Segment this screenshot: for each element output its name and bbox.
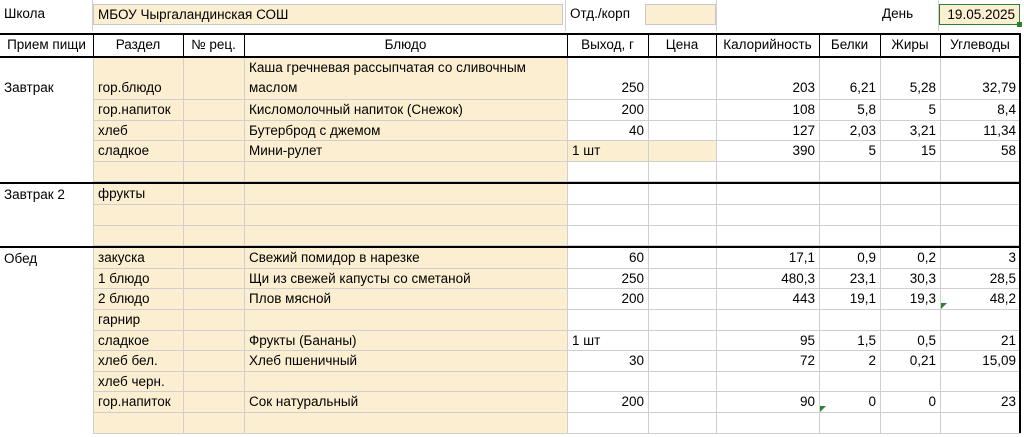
dish-cell[interactable]: Кисломолочный напиток (Снежок): [245, 100, 567, 120]
dish-cell[interactable]: Бутерброд с джемом: [245, 121, 567, 141]
price-cell[interactable]: [649, 331, 716, 351]
protein-cell[interactable]: 5: [868, 143, 876, 159]
recipe-cell[interactable]: [184, 413, 244, 433]
kcal-cell[interactable]: [717, 413, 819, 433]
carbs-cell[interactable]: [941, 310, 1020, 330]
price-cell[interactable]: [649, 121, 716, 141]
section-cell[interactable]: сладкое: [94, 331, 183, 351]
col-header-recipe-col: № рец.: [191, 37, 236, 52]
protein-cell[interactable]: 0,9: [857, 250, 876, 266]
carbs-cell[interactable]: 8,4: [997, 102, 1016, 117]
fat-cell[interactable]: 0,2: [917, 250, 936, 266]
fat-cell[interactable]: 5,28: [909, 80, 936, 95]
dish-cell[interactable]: [245, 226, 567, 246]
kcal-cell[interactable]: [717, 310, 819, 330]
section-cell[interactable]: гор.блюдо: [94, 58, 183, 99]
meal-label: Завтрак 2: [4, 187, 65, 203]
protein-cell[interactable]: 2,03: [849, 122, 876, 138]
price-cell[interactable]: [649, 58, 716, 99]
fat-cell[interactable]: [881, 184, 940, 204]
grid-line-h: [93, 433, 1020, 434]
header-col-separator: [183, 34, 184, 57]
recipe-cell[interactable]: [184, 289, 244, 309]
price-cell[interactable]: [649, 184, 716, 204]
carbs-cell[interactable]: 11,34: [983, 122, 1016, 138]
day-label: День: [882, 6, 914, 21]
fat-cell[interactable]: [881, 372, 940, 392]
carbs-cell[interactable]: 48,2: [989, 291, 1016, 307]
dish-cell[interactable]: [245, 205, 567, 225]
section-cell[interactable]: сладкое: [94, 141, 183, 161]
fat-cell[interactable]: 30,3: [909, 270, 936, 286]
output-cell[interactable]: [568, 162, 648, 182]
price-cell[interactable]: [649, 162, 716, 182]
header-col-separator: [880, 34, 881, 57]
protein-cell[interactable]: 1,5: [857, 332, 876, 348]
protein-cell[interactable]: 19,1: [849, 291, 876, 307]
border-right: [1019, 33, 1021, 433]
carbs-cell[interactable]: 15,09: [982, 353, 1016, 369]
fat-cell[interactable]: 3,21: [909, 122, 936, 138]
recipe-cell[interactable]: [184, 162, 244, 182]
section-cell[interactable]: закуска: [94, 248, 183, 268]
price-cell[interactable]: [649, 372, 716, 392]
recipe-cell[interactable]: [184, 58, 244, 99]
kcal-cell[interactable]: 443: [792, 291, 815, 307]
section-cell[interactable]: фрукты: [94, 184, 183, 204]
kcal-cell[interactable]: 390: [792, 143, 815, 159]
output-cell[interactable]: [568, 372, 648, 392]
dish-cell[interactable]: Щи из свежей капусты со сметаной: [245, 269, 567, 289]
price-cell[interactable]: [649, 289, 716, 309]
output-cell[interactable]: 250: [621, 80, 644, 95]
fat-cell[interactable]: [881, 310, 940, 330]
carbs-cell[interactable]: 3: [1008, 250, 1016, 266]
price-cell[interactable]: [649, 205, 716, 225]
output-cell[interactable]: [568, 184, 648, 204]
output-cell[interactable]: 40: [628, 122, 644, 138]
border-below-header: [0, 56, 1020, 58]
carbs-cell[interactable]: [941, 184, 1020, 204]
price-cell[interactable]: [649, 269, 716, 289]
output-cell[interactable]: 1 шт: [572, 332, 601, 348]
school-label: Школа: [4, 6, 46, 21]
carbs-cell[interactable]: 23: [1000, 394, 1016, 410]
section-cell[interactable]: 1 блюдо: [94, 269, 183, 289]
section-cell[interactable]: хлеб бел.: [94, 351, 183, 371]
protein-cell[interactable]: 23,1: [849, 270, 876, 286]
comment-marker: [820, 406, 826, 412]
header-grid-line: [92, 0, 93, 31]
carbs-cell[interactable]: [941, 162, 1020, 182]
recipe-cell[interactable]: [184, 248, 244, 268]
meal-label: Обед: [4, 251, 38, 267]
output-cell[interactable]: [568, 205, 648, 225]
section-cell[interactable]: хлеб: [94, 121, 183, 141]
output-cell[interactable]: 200: [621, 394, 644, 410]
fat-cell[interactable]: [881, 205, 940, 225]
header-col-separator: [648, 34, 649, 57]
output-cell[interactable]: 60: [628, 250, 644, 266]
kcal-cell[interactable]: 203: [792, 80, 815, 95]
kcal-cell[interactable]: [717, 372, 819, 392]
price-cell[interactable]: [649, 392, 716, 412]
recipe-cell[interactable]: [184, 372, 244, 392]
dish-cell[interactable]: Мини-рулет: [245, 141, 567, 161]
grid-line-v: [567, 57, 568, 433]
col-header-dish-col: Блюдо: [384, 37, 427, 52]
section-cell[interactable]: [94, 162, 183, 182]
protein-cell[interactable]: 0: [868, 394, 876, 410]
output-cell[interactable]: [568, 413, 648, 433]
recipe-cell[interactable]: [184, 310, 244, 330]
dish-cell[interactable]: Хлеб пшеничный: [245, 351, 567, 371]
grid-line-v: [819, 57, 820, 433]
header-col-separator: [567, 34, 568, 57]
grid-line-v: [93, 57, 94, 433]
kcal-cell[interactable]: 17,1: [788, 250, 815, 266]
col-header-carbs-col: Углеводы: [950, 37, 1010, 52]
fat-cell[interactable]: 5: [928, 102, 936, 117]
col-header-price-col: Цена: [665, 37, 699, 52]
kcal-cell[interactable]: 90: [799, 394, 815, 410]
fat-cell[interactable]: 0,21: [909, 353, 936, 369]
kcal-cell[interactable]: 95: [799, 332, 815, 348]
price-cell[interactable]: [649, 248, 716, 268]
dish-cell[interactable]: [245, 372, 567, 392]
output-cell[interactable]: [568, 226, 648, 246]
section-cell[interactable]: [94, 226, 183, 246]
recipe-cell[interactable]: [184, 141, 244, 161]
header-col-separator: [819, 34, 820, 57]
fat-cell[interactable]: 0,5: [917, 332, 936, 348]
dish-cell[interactable]: Фрукты (Бананы): [245, 331, 567, 351]
price-cell[interactable]: [649, 351, 716, 371]
protein-cell[interactable]: 6,21: [849, 80, 876, 95]
grid-line-v: [648, 57, 649, 433]
col-header-protein-col: Белки: [830, 37, 869, 52]
meal-label: Завтрак: [4, 80, 54, 95]
carbs-cell[interactable]: 58: [1000, 143, 1016, 159]
comment-marker: [941, 303, 947, 309]
grid-line-v: [940, 57, 941, 433]
header-col-separator: [93, 34, 94, 57]
col-header-meal-col: Прием пищи: [7, 37, 86, 52]
dish-cell[interactable]: [245, 184, 567, 204]
kcal-cell[interactable]: [717, 205, 819, 225]
kcal-cell[interactable]: 72: [799, 353, 815, 369]
protein-cell[interactable]: [820, 184, 880, 204]
grid-line-v: [716, 57, 717, 433]
price-cell[interactable]: [649, 226, 716, 246]
protein-cell[interactable]: [820, 413, 880, 433]
fat-cell[interactable]: [881, 162, 940, 182]
grid-line-v: [183, 57, 184, 433]
dish-cell[interactable]: Плов мясной: [245, 289, 567, 309]
dish-cell[interactable]: [245, 162, 567, 182]
kcal-cell[interactable]: [717, 226, 819, 246]
output-cell[interactable]: 200: [621, 291, 644, 307]
protein-cell[interactable]: [820, 372, 880, 392]
recipe-cell[interactable]: [184, 184, 244, 204]
border-section-3: [0, 246, 1020, 248]
protein-cell[interactable]: 5,8: [857, 102, 876, 117]
carbs-cell[interactable]: 21: [1000, 332, 1016, 348]
protein-cell[interactable]: [820, 205, 880, 225]
section-cell[interactable]: 2 блюдо: [94, 289, 183, 309]
fat-cell[interactable]: 0: [928, 394, 936, 410]
protein-cell[interactable]: 2: [868, 353, 876, 369]
section-cell[interactable]: [94, 413, 183, 433]
protein-cell[interactable]: [820, 162, 880, 182]
price-cell[interactable]: [649, 141, 716, 161]
col-header-kcal-col: Калорийность: [723, 37, 812, 52]
kcal-cell[interactable]: 127: [792, 122, 815, 138]
price-cell[interactable]: [649, 310, 716, 330]
recipe-cell[interactable]: [184, 121, 244, 141]
carbs-cell[interactable]: 28,5: [989, 270, 1016, 286]
col-header-section-col: Раздел: [115, 37, 161, 52]
section-cell[interactable]: гор.напиток: [94, 100, 183, 120]
recipe-cell[interactable]: [184, 205, 244, 225]
recipe-cell[interactable]: [184, 392, 244, 412]
recipe-cell[interactable]: [184, 269, 244, 289]
day-cell-fill-handle[interactable]: [1017, 22, 1022, 27]
dept-cell[interactable]: [645, 4, 716, 25]
grid-line-v: [244, 57, 245, 433]
output-cell[interactable]: [568, 310, 648, 330]
output-cell[interactable]: 200: [621, 102, 644, 117]
recipe-cell[interactable]: [184, 331, 244, 351]
section-cell[interactable]: гор.напиток: [94, 392, 183, 412]
carbs-cell[interactable]: [941, 413, 1020, 433]
header-grid-line: [565, 0, 566, 31]
header-col-separator: [716, 34, 717, 57]
dish-cell[interactable]: [245, 310, 567, 330]
fat-cell[interactable]: 19,3: [909, 291, 936, 307]
section-cell[interactable]: гарнир: [94, 310, 183, 330]
dish-cell[interactable]: Каша гречневая рассыпчатая со сливочным маслом: [245, 58, 567, 99]
carbs-cell[interactable]: [941, 226, 1020, 246]
fat-cell[interactable]: [881, 413, 940, 433]
output-cell[interactable]: 1 шт: [568, 141, 648, 161]
recipe-cell[interactable]: [184, 100, 244, 120]
dish-cell[interactable]: [245, 413, 567, 433]
kcal-cell[interactable]: 480,3: [781, 270, 815, 286]
kcal-cell[interactable]: [717, 162, 819, 182]
output-cell[interactable]: 30: [628, 353, 644, 369]
carbs-cell[interactable]: [941, 205, 1020, 225]
header-grid-line: [716, 0, 717, 31]
protein-cell[interactable]: [820, 226, 880, 246]
price-cell[interactable]: [649, 100, 716, 120]
grid-line-v: [880, 57, 881, 433]
section-cell[interactable]: хлеб черн.: [94, 372, 183, 392]
kcal-cell[interactable]: [717, 184, 819, 204]
recipe-cell[interactable]: [184, 226, 244, 246]
price-cell[interactable]: [649, 413, 716, 433]
kcal-cell[interactable]: 108: [792, 102, 815, 117]
col-header-output-col: Выход, г: [581, 37, 634, 52]
carbs-cell[interactable]: 32,79: [982, 80, 1016, 95]
dish-cell[interactable]: Сок натуральный: [245, 392, 567, 412]
carbs-cell[interactable]: [941, 372, 1020, 392]
header-col-separator: [940, 34, 941, 57]
output-cell[interactable]: 250: [621, 270, 644, 286]
dish-cell[interactable]: Свежий помидор в нарезке: [245, 248, 567, 268]
fat-cell[interactable]: 15: [920, 143, 936, 159]
protein-cell[interactable]: [820, 310, 880, 330]
dept-label: Отд./корп: [570, 6, 630, 21]
border-section-2: [0, 182, 1020, 184]
border-top-header: [0, 33, 1020, 35]
school-name-cell[interactable]: МБОУ Чыргаландинская СОШ: [93, 4, 563, 25]
fat-cell[interactable]: [881, 226, 940, 246]
header-col-separator: [244, 34, 245, 57]
recipe-cell[interactable]: [184, 351, 244, 371]
header-grid-line: [938, 0, 939, 31]
section-cell[interactable]: [94, 205, 183, 225]
col-header-fat-col: Жиры: [891, 37, 929, 52]
day-cell[interactable]: 19.05.2025: [939, 4, 1020, 25]
